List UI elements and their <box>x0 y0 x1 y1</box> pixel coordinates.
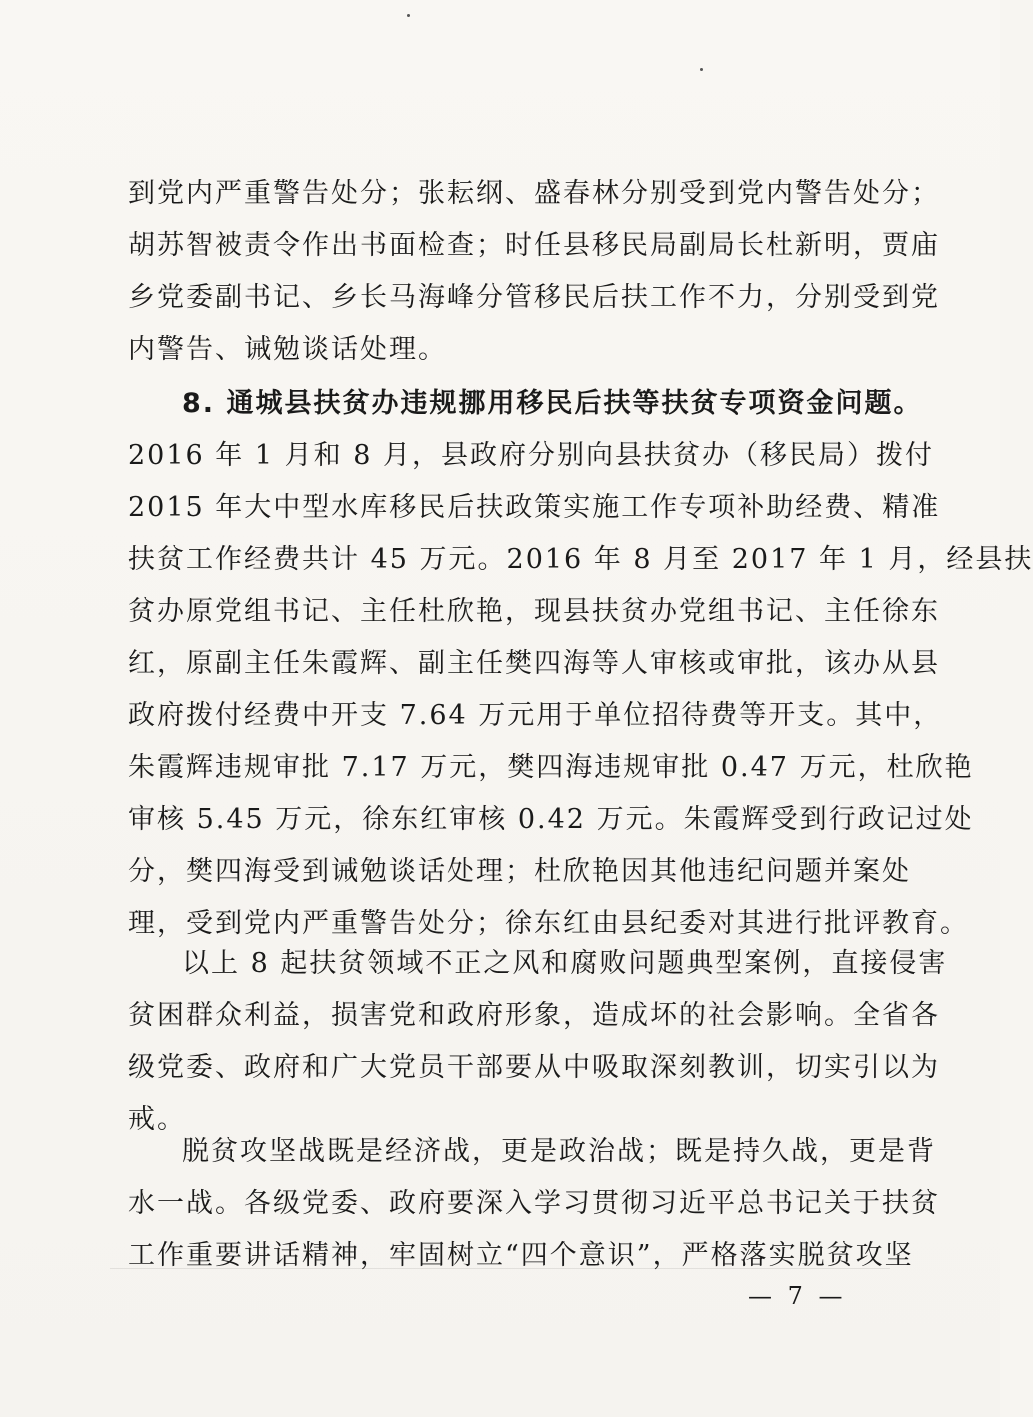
text-line: 红，原副主任朱霞辉、副主任樊四海等人审核或审批，该办从县 <box>128 648 940 679</box>
text-line: 朱霞辉违规审批 7.17 万元，樊四海违规审批 0.47 万元，杜欣艳 <box>128 752 974 783</box>
text-line: 扶贫工作经费共计 45 万元。2016 年 8 月至 2017 年 1 月，经县扶 <box>128 544 1033 575</box>
text-line: 审核 5.45 万元，徐东红审核 0.42 万元。朱霞辉受到行政记过处 <box>128 804 974 835</box>
text-line: 到党内严重警告处分；张耘纲、盛春林分别受到党内警告处分； <box>128 178 940 209</box>
text-line: 以上 8 起扶贫领域不正之风和腐败问题典型案例，直接侵害 <box>182 948 948 979</box>
text-line: 政府拨付经费中开支 7.64 万元用于单位招待费等开支。其中， <box>128 700 943 731</box>
case-heading: 8. 通城县扶贫办违规挪用移民后扶等扶贫专项资金问题。 <box>182 388 923 419</box>
text-line: 工作重要讲话精神，牢固树立“四个意识”，严格落实脱贫攻坚 <box>128 1240 914 1271</box>
text-line: 贫困群众利益，损害党和政府形象，造成坏的社会影响。全省各 <box>128 1000 940 1031</box>
paragraph-1 <box>128 168 940 376</box>
text-line: 胡苏智被责令作出书面检查；时任县移民局副局长杜新明，贾庙 <box>128 230 940 261</box>
text-line: 水一战。各级党委、政府要深入学习贯彻习近平总书记关于扶贫 <box>128 1188 940 1219</box>
text-line: 贫办原党组书记、主任杜欣艳，现县扶贫办党组书记、主任徐东 <box>128 596 940 627</box>
text-line: 脱贫攻坚战既是经济战，更是政治战；既是持久战，更是背 <box>182 1136 936 1167</box>
text-line: 理，受到党内严重警告处分；徐东红由县纪委对其进行批评教育。 <box>128 908 969 939</box>
paragraph-2 <box>128 378 1033 950</box>
text-line: 乡党委副书记、乡长马海峰分管移民后扶工作不力，分别受到党 <box>128 282 940 313</box>
text-line: 戒。 <box>128 1104 186 1135</box>
scan-speck <box>700 68 703 71</box>
paragraph-3 <box>128 938 948 1146</box>
text-line: 内警告、诫勉谈话处理。 <box>128 334 447 365</box>
text-line: 分，樊四海受到诫勉谈话处理；杜欣艳因其他违纪问题并案处 <box>128 856 911 887</box>
text-line: 2016 年 1 月和 8 月，县政府分别向县扶贫办（移民局）拨付 <box>128 440 934 471</box>
paragraph-4 <box>128 1126 940 1282</box>
text-line: 级党委、政府和广大党员干部要从中吸取深刻教训，切实引以为 <box>128 1052 940 1083</box>
text-line: 2015 年大中型水库移民后扶政策实施工作专项补助经费、精准 <box>128 492 941 523</box>
scan-speck <box>407 14 410 17</box>
page-number: — 7 — <box>748 1282 847 1310</box>
